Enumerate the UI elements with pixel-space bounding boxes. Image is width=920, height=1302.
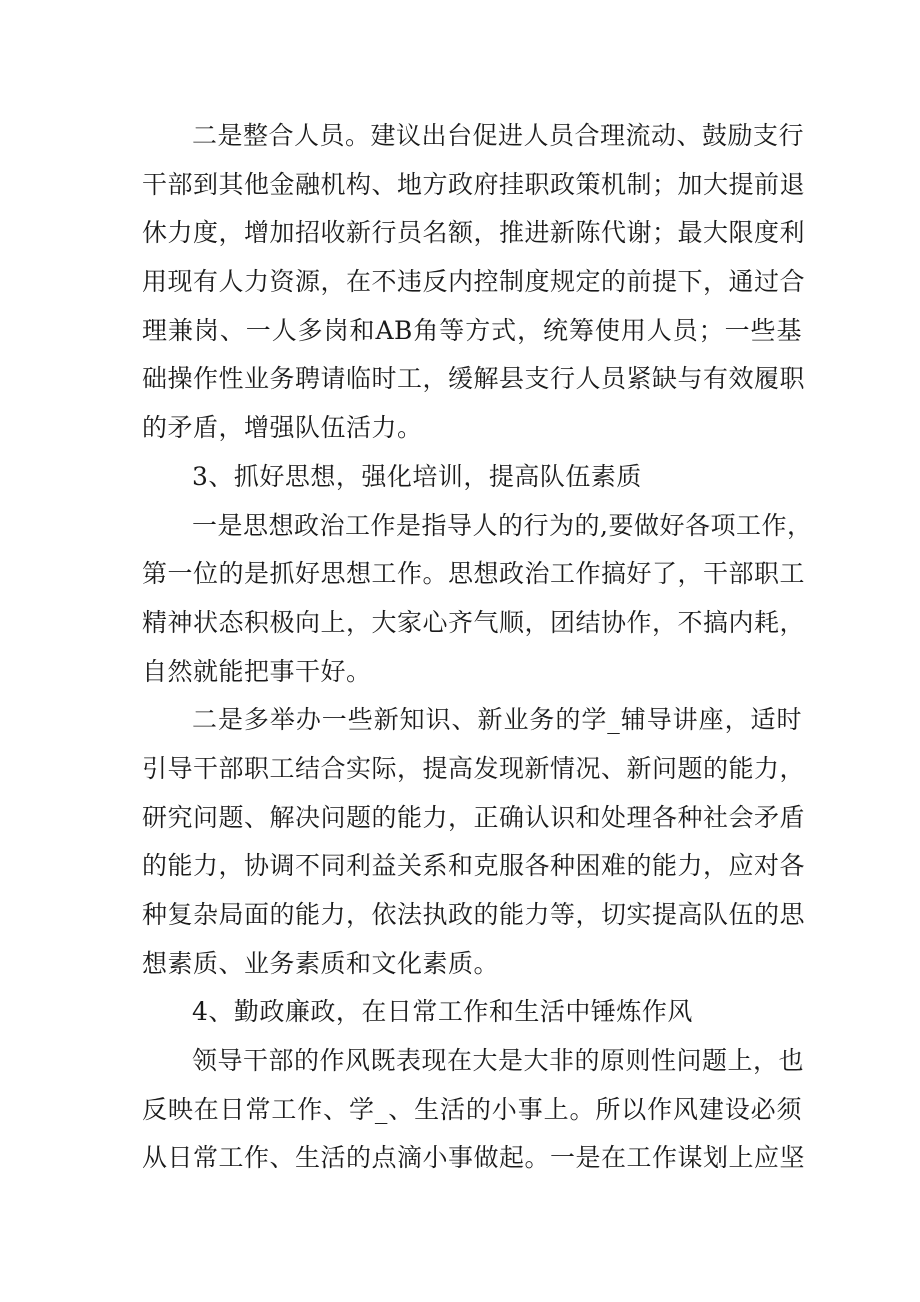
text-line: 领导干部的作风既表现在大是大非的原则性问题上，也 xyxy=(192,1046,805,1076)
text-line: 自然就能把事干好。 xyxy=(142,656,372,686)
section-heading-3 xyxy=(142,453,802,502)
text-line: 反映在日常工作、学_、生活的小事上。所以作风建设必须 xyxy=(142,1094,802,1124)
text-line: 础操作性业务聘请临时工，缓解县支行人员紧缺与有效履职 xyxy=(142,364,806,394)
text-line: 一是思想政治工作是指导人的行为的,要做好各项工作， xyxy=(192,510,813,540)
text-line: 理兼岗、一人多岗和AB角等方式，统筹使用人员；一些基 xyxy=(142,315,802,345)
text-line: 研究问题、解决问题的能力，正确认识和处理各种社会矛盾 xyxy=(142,802,806,832)
text-line: 第一位的是抓好思想工作。思想政治工作搞好了，干部职工 xyxy=(142,559,806,589)
text-line: 引导干部职工结合实际，提高发现新情况、新问题的能力， xyxy=(142,753,806,783)
text-line: 种复杂局面的能力，依法执政的能力等，切实提高队伍的思 xyxy=(142,900,806,929)
heading-line: 4、勤政廉政，在日常工作和生活中锤炼作风 xyxy=(192,997,693,1027)
document-body xyxy=(142,112,813,1183)
text-line: 的能力，协调不同利益关系和克服各种困难的能力，应对各 xyxy=(142,851,806,881)
text-line: 想素质、业务素质和文化素质。 xyxy=(142,948,500,978)
paragraph-training-lectures xyxy=(142,696,806,988)
text-line: 精神状态积极向上，大家心齐气顺，团结协作，不搞内耗， xyxy=(142,607,806,637)
paragraph-ideology-work xyxy=(142,502,813,697)
text-line: 干部到其他金融机构、地方政府挂职政策机制；加大提前退 xyxy=(142,169,806,199)
text-line: 用现有人力资源，在不违反内控制度规定的前提下，通过合 xyxy=(142,267,806,297)
text-line: 休力度，增加招收新行员名额，推进新陈代谢；最大限度利 xyxy=(142,218,806,248)
text-line: 从日常工作、生活的点滴小事做起。一是在工作谋划上应坚 xyxy=(142,1143,806,1173)
text-line: 二是整合人员。建议出台促进人员合理流动、鼓励支行 xyxy=(192,121,805,150)
text-line: 的矛盾，增强队伍活力。 xyxy=(142,413,423,443)
heading-line: 3、抓好思想，强化培训，提高队伍素质 xyxy=(192,461,642,491)
text-line: 二是多举办一些新知识、新业务的学_辅导讲座，适时 xyxy=(192,705,802,735)
section-heading-4 xyxy=(142,988,802,1037)
paragraph-work-style xyxy=(142,1037,806,1183)
paragraph-integrate-staff xyxy=(142,112,806,453)
